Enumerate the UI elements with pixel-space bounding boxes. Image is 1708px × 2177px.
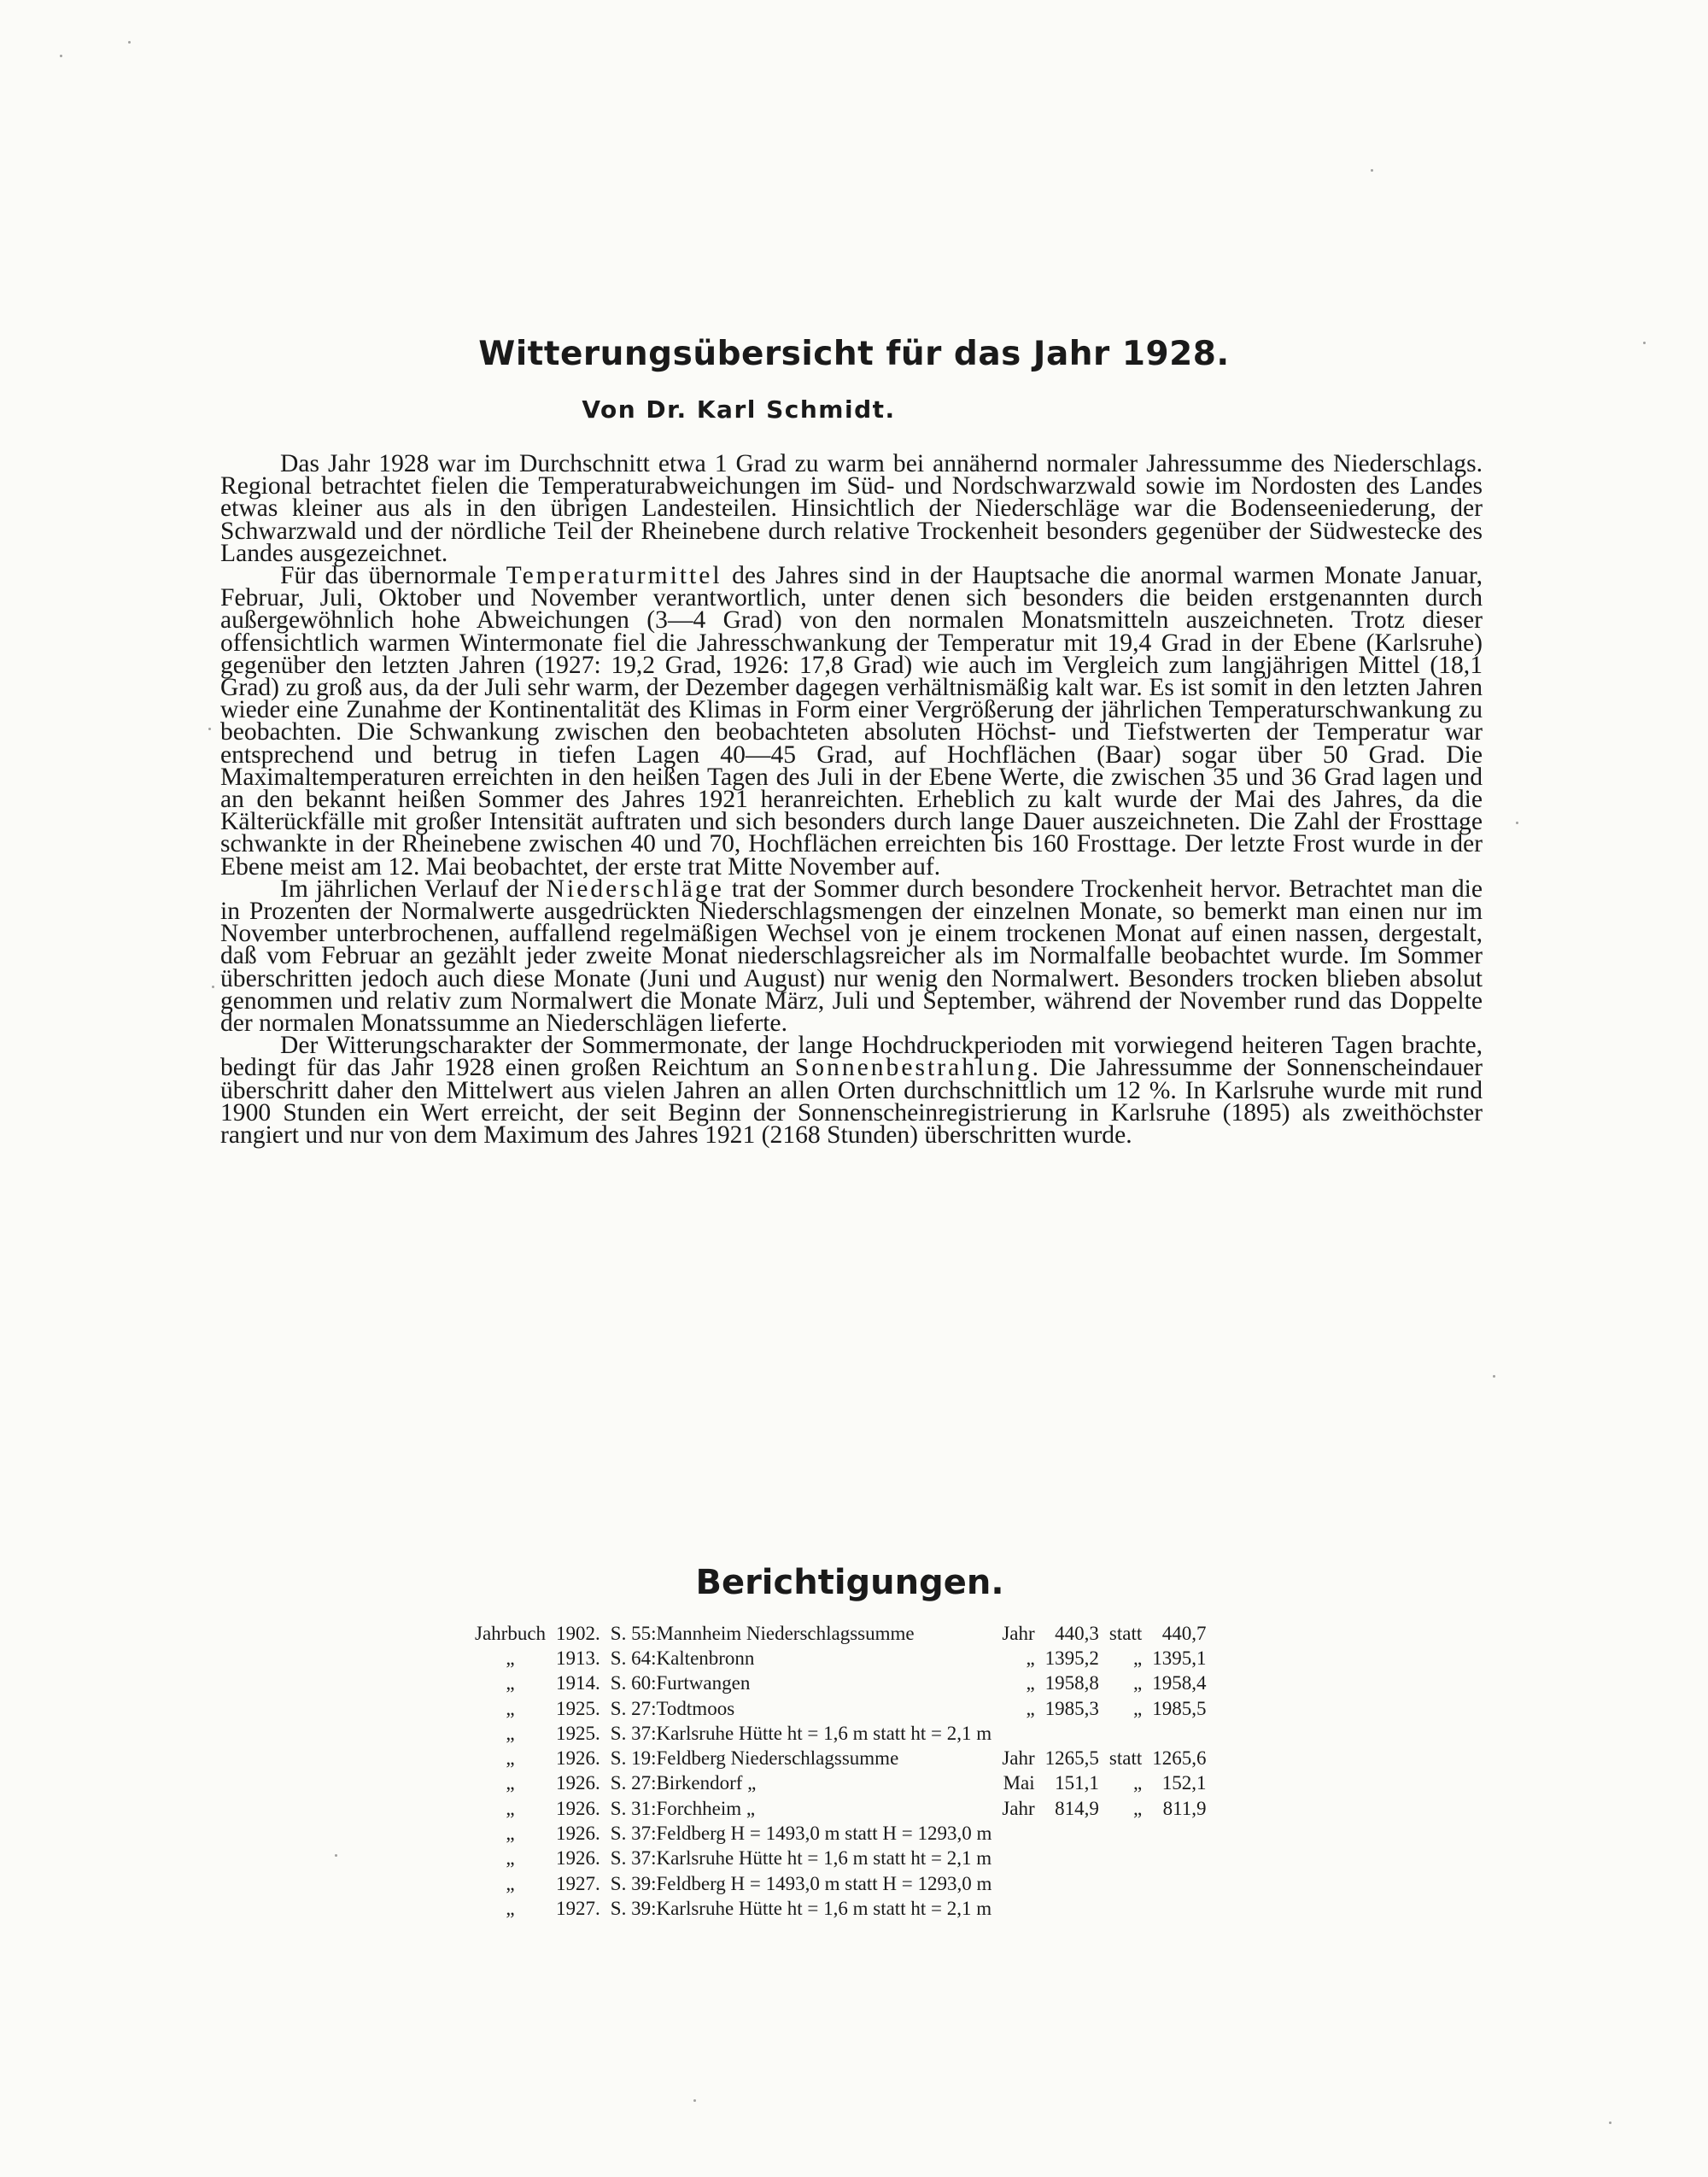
correction-cell: „ bbox=[506, 1847, 515, 1870]
correction-cell: S. 27: bbox=[610, 1772, 657, 1794]
correction-cell: „ bbox=[506, 1747, 515, 1770]
correction-cell: Furtwangen bbox=[656, 1672, 751, 1694]
correction-cell: Jahr bbox=[1002, 1622, 1035, 1644]
correction-cell: S. 19: bbox=[610, 1747, 657, 1770]
correction-cell: Birkendorf „ bbox=[656, 1772, 757, 1794]
correction-row bbox=[475, 1696, 1207, 1721]
correction-cell: Mannheim Niederschlagssumme bbox=[656, 1622, 915, 1644]
correction-cell bbox=[991, 1871, 1034, 1896]
correction-cell bbox=[991, 1821, 1034, 1846]
correction-cell: 1985,3 bbox=[1044, 1697, 1099, 1719]
correction-cell: „ bbox=[506, 1872, 515, 1894]
correction-cell: 1265,6 bbox=[1152, 1747, 1207, 1770]
text-run: des Jahres sind in der Hauptsache die anormal warmen Monate Januar, Februar, Juli, Oktober und November verantwortlich, unter denen sich besonders die beiden erstgenannten durch außergewöhnlich hohe Abweichungen (3—4 Grad) von den normalen Monatsmitteln auszeichneten. Trotz dieser offensichtlich warmen Wintermonate fiel die Jahresschwankung der Temperatur mit 19,4 Grad in der Ebene (Karlsruhe) gegenüber den letzten Jahren (1927: 19,2 Grad, 1926: 17,8 Grad) wie auch im Vergleich zum langjährigen Mittel (18,1 Grad) zu groß aus, da der Juli sehr warm, der Dezember dagegen verhältnismäßig kalt war. Es ist somit in den letzten Jahren wieder eine Zunahme der Kontinentalität des Klimas in Form einer Vergrößerung der jährlichen Temperaturschwankung zu beobachten. Die Schwankung zwischen den beobachteten absoluten Höchst- und Tiefstwerten der Temperatur war entsprechend und betrug in tiefen Lagen 40—45 Grad, auf Hochflächen (Baar) sogar über 50 Grad. Die Maximaltemperaturen erreichten in den heißen Tagen des Juli in der Ebene Werte, die zwischen 35 und 36 Grad lagen und an den bekannt heißen Sommer des Jahres 1921 heranreichten. Erheblich zu kalt wurde der Mai des Jahres, da die Kälterückfälle mit großer Intensität auftraten und sich besonders durch lange Dauer auszeichneten. Die Zahl der Frosttage schwankte in der Rheinebene zwischen 40 und 70, Hochflächen erreichten bis 160 Frosttage. Der letzte Frost wurde in der Ebene meist am 12. Mai beobachtet, der erste trat Mitte November auf. bbox=[220, 562, 1483, 881]
correction-cell: statt bbox=[1108, 1747, 1143, 1770]
correction-cell: 151,1 bbox=[1055, 1772, 1099, 1794]
correction-row bbox=[475, 1821, 1207, 1846]
correction-cell bbox=[1142, 1721, 1206, 1746]
correction-cell: statt bbox=[1108, 1622, 1143, 1644]
correction-cell: S. 64: bbox=[610, 1647, 657, 1669]
correction-cell bbox=[1035, 1896, 1099, 1921]
paragraph bbox=[220, 562, 1483, 881]
corrections-table bbox=[475, 1621, 1207, 1922]
correction-cell bbox=[991, 1846, 1034, 1871]
correction-cell: „ bbox=[506, 1722, 515, 1744]
correction-cell bbox=[1142, 1846, 1206, 1871]
correction-cell bbox=[1099, 1871, 1142, 1896]
text-run: . Die Jahressumme der Sonnenscheindauer überschritt daher den Mittelwert aus vielen Jahren an allen Orten durchschnittlich um 12 %. In Karlsruhe wurde mit rund 1900 Stunden ein Wert erreicht, der seit Beginn der Sonnenscheinregistrierung in Karlsruhe (1895) als zweithöchster rangiert und nur von dem Maximum des Jahres 1921 (2168 Stunden) überschritten wurde. bbox=[220, 1054, 1483, 1150]
body-text bbox=[220, 450, 1483, 1150]
correction-cell: „ bbox=[506, 1672, 515, 1694]
correction-cell bbox=[1035, 1821, 1099, 1846]
correction-cell: S. 55: bbox=[610, 1622, 657, 1644]
spaced-emphasis: Sonnenbestrahlung bbox=[794, 1054, 1032, 1082]
correction-cell bbox=[1035, 1846, 1099, 1871]
correction-cell: 1927. bbox=[556, 1872, 600, 1894]
correction-row bbox=[475, 1796, 1207, 1821]
correction-cell bbox=[1099, 1846, 1142, 1871]
correction-cell bbox=[1099, 1721, 1142, 1746]
correction-cell: 814,9 bbox=[1055, 1797, 1099, 1819]
correction-cell: Kaltenbronn bbox=[656, 1647, 755, 1669]
correction-cell: 1913. bbox=[556, 1647, 600, 1669]
correction-cell: Jahr bbox=[1002, 1797, 1035, 1819]
correction-row bbox=[475, 1646, 1207, 1671]
correction-cell: „ bbox=[1133, 1672, 1143, 1694]
correction-row bbox=[475, 1896, 1207, 1921]
spaced-emphasis: Niederschläge bbox=[546, 875, 724, 903]
correction-cell bbox=[1099, 1896, 1142, 1921]
correction-cell: 1265,5 bbox=[1044, 1747, 1099, 1770]
correction-cell: 1985,5 bbox=[1152, 1697, 1207, 1719]
correction-cell: Forchheim „ bbox=[656, 1797, 756, 1819]
correction-cell: S. 39: bbox=[610, 1897, 657, 1919]
text-run: trat der Sommer durch besondere Trockenheit hervor. Betrachtet man die in Prozenten der Normalwerte ausgedrückten Niederschlagsmengen der einzelnen Monate, so bemerkt man einen nur im November unterbrochenen, auffallend regelmäßigen Wechsel von je einem trockenen Monat auf einen nassen, dergestalt, daß vom Februar an gezählt jeder zweite Monat niederschlagsreicher als im Normalfalle beobachtet wurde. Im Sommer überschritten jedoch auch diese Monate (Juni und August) nur wenig den Normalwert. Besonders trocken blieben absolut genommen und relativ zum Normalwert die Monate März, Juli und September, während der November rund das Doppelte der normalen Monatssumme an Niederschlägen lieferte. bbox=[220, 875, 1483, 1038]
correction-row bbox=[475, 1846, 1207, 1871]
page-title: Witterungsübersicht für das Jahr 1928. bbox=[478, 335, 1230, 373]
correction-row bbox=[475, 1721, 1207, 1746]
correction-cell: S. 37: bbox=[610, 1847, 657, 1870]
text-run: Im jährlichen Verlauf der bbox=[280, 875, 547, 903]
text-run: Der Witterungscharakter der Sommermonate, der lange Hochdruckperioden mit vorwiegend heiteren Tagen brachte, bedingt für das Jahr 1928 einen großen Reichtum an bbox=[220, 1032, 1483, 1082]
correction-cell: „ bbox=[1026, 1672, 1035, 1694]
correction-row bbox=[475, 1621, 1207, 1646]
correction-cell: „ bbox=[506, 1647, 515, 1669]
correction-cell: S. 39: bbox=[610, 1872, 657, 1894]
correction-cell: Karlsruhe Hütte ht = 1,6 m statt ht = 2,1 m bbox=[656, 1847, 992, 1870]
correction-cell: Todtmoos bbox=[656, 1697, 735, 1719]
correction-row bbox=[475, 1771, 1207, 1796]
correction-cell: „ bbox=[506, 1823, 515, 1845]
correction-cell: 1958,4 bbox=[1152, 1672, 1207, 1694]
correction-cell bbox=[991, 1896, 1034, 1921]
correction-cell: Karlsruhe Hütte ht = 1,6 m statt ht = 2,1 m bbox=[656, 1722, 992, 1744]
correction-cell: 1926. bbox=[556, 1772, 600, 1794]
spaced-emphasis: Temperaturmittel bbox=[506, 562, 722, 590]
correction-cell: 1926. bbox=[556, 1847, 600, 1870]
correction-cell: 440,7 bbox=[1161, 1622, 1207, 1644]
correction-cell: „ bbox=[1026, 1647, 1035, 1669]
paragraph bbox=[220, 1032, 1483, 1150]
correction-cell: 1395,2 bbox=[1044, 1647, 1099, 1669]
correction-cell bbox=[1142, 1896, 1206, 1921]
correction-cell: 152,1 bbox=[1161, 1772, 1207, 1794]
correction-cell: Jahr bbox=[1002, 1747, 1035, 1770]
correction-cell: „ bbox=[1133, 1697, 1143, 1719]
correction-cell: Feldberg H = 1493,0 m statt H = 1293,0 m bbox=[656, 1823, 992, 1845]
correction-cell: 1926. bbox=[556, 1797, 600, 1819]
correction-cell: 1926. bbox=[556, 1823, 600, 1845]
correction-cell bbox=[1035, 1871, 1099, 1896]
correction-cell: „ bbox=[506, 1797, 515, 1819]
correction-cell: 1395,1 bbox=[1152, 1647, 1207, 1669]
correction-cell bbox=[991, 1721, 1034, 1746]
correction-cell: „ bbox=[1133, 1772, 1143, 1794]
correction-cell bbox=[1099, 1821, 1142, 1846]
correction-cell: 1925. bbox=[556, 1697, 600, 1719]
correction-cell: „ bbox=[506, 1772, 515, 1794]
correction-cell: „ bbox=[1133, 1797, 1143, 1819]
paragraph bbox=[220, 450, 1483, 567]
correction-cell: S. 37: bbox=[610, 1722, 657, 1744]
correction-cell: Feldberg H = 1493,0 m statt H = 1293,0 m bbox=[656, 1872, 992, 1894]
correction-cell: 1958,8 bbox=[1044, 1672, 1099, 1694]
author-line: Von Dr. Karl Schmidt. bbox=[582, 395, 896, 424]
corrections-heading: Berichtigungen. bbox=[695, 1563, 1004, 1602]
correction-cell: 1902. bbox=[556, 1622, 600, 1644]
correction-cell: „ bbox=[506, 1897, 515, 1919]
correction-cell bbox=[1142, 1871, 1206, 1896]
correction-cell: 440,3 bbox=[1055, 1622, 1099, 1644]
correction-cell bbox=[1035, 1721, 1099, 1746]
correction-cell: Mai bbox=[1003, 1772, 1035, 1794]
correction-cell: 1925. bbox=[556, 1722, 600, 1744]
correction-cell: S. 37: bbox=[610, 1823, 657, 1845]
correction-cell: „ bbox=[1026, 1697, 1035, 1719]
correction-cell bbox=[1142, 1821, 1206, 1846]
correction-cell: 1926. bbox=[556, 1747, 600, 1770]
correction-cell: „ bbox=[506, 1697, 515, 1719]
correction-cell: Karlsruhe Hütte ht = 1,6 m statt ht = 2,1 m bbox=[656, 1897, 992, 1919]
correction-cell: Feldberg Niederschlagssumme bbox=[656, 1747, 899, 1770]
text-run: Das Jahr 1928 war im Durchschnitt etwa 1 Grad zu warm bei annähernd normaler Jahressumme des Niederschlags. Regional betrachtet fielen die Temperaturabweichungen im Süd- und Nordschwarzwald sowie im Nordosten des Landes etwas kleiner aus als in den übrigen Landesteilen. Hinsichtlich der Niederschläge war die Bodenseeniederung, der Schwarzwald und der nördliche Teil der Rheinebene durch relative Trockenheit besonders gegenüber der Südwestecke des Landes ausgezeichnet. bbox=[220, 450, 1483, 567]
correction-cell: Jahrbuch bbox=[475, 1622, 547, 1644]
correction-cell: 811,9 bbox=[1162, 1797, 1207, 1819]
correction-row bbox=[475, 1671, 1207, 1696]
correction-cell: „ bbox=[1133, 1647, 1143, 1669]
text-run: Für das übernormale bbox=[280, 562, 506, 590]
correction-cell: S. 27: bbox=[610, 1697, 657, 1719]
paragraph bbox=[220, 875, 1483, 1038]
correction-cell: 1914. bbox=[556, 1672, 600, 1694]
correction-row bbox=[475, 1746, 1207, 1770]
correction-cell: S. 60: bbox=[610, 1672, 657, 1694]
correction-row bbox=[475, 1871, 1207, 1896]
correction-cell: 1927. bbox=[556, 1897, 600, 1919]
correction-cell: S. 31: bbox=[610, 1797, 657, 1819]
